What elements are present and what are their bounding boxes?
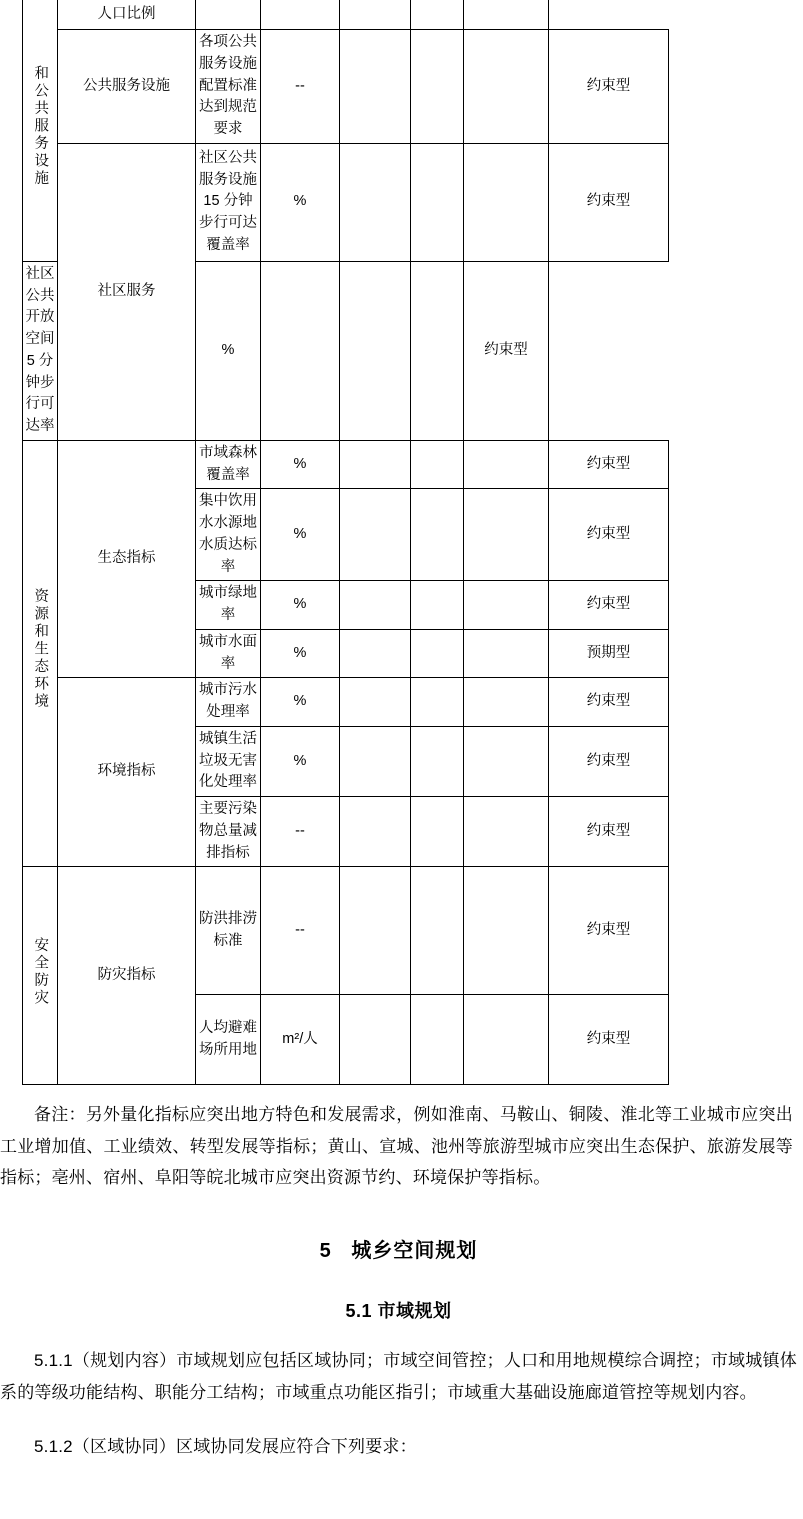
type-cell: 约束型 xyxy=(549,678,669,727)
value-cell-1 xyxy=(340,489,411,581)
section-heading: 5.1 市域规划 xyxy=(345,1300,452,1321)
type-cell: 约束型 xyxy=(549,30,669,144)
value-cell-1 xyxy=(340,143,411,261)
value-cell-1 xyxy=(261,0,340,30)
indicator-name-cell: 社区公共服务设施 15 分钟步行可达覆盖率 xyxy=(196,143,261,261)
subcategory-cell: 社区服务 xyxy=(58,143,196,440)
value-cell-2 xyxy=(411,30,464,144)
value-cell-1 xyxy=(340,726,411,796)
note-text: 另外量化指标应突出地方特色和发展需求，例如淮南、马鞍山、铜陵、淮北等工业城市应突出工业增加值、工业绩效、转型发展等指标；黄山、宣城、池州等旅游型城市应突出生态保护、旅游发展等指标；亳州、宿州、阜阳等皖北城市应突出资源节约、环境保护等指标。 xyxy=(0,1105,793,1188)
value-cell-3 xyxy=(464,995,549,1085)
category-cell xyxy=(23,440,58,867)
table-row xyxy=(23,143,669,261)
value-cell-3 xyxy=(464,440,549,489)
category-label: 和公共服务设施 xyxy=(32,65,49,188)
unit-cell: m²/人 xyxy=(261,995,340,1085)
value-cell-1 xyxy=(340,440,411,489)
category-label: 安全防灾 xyxy=(32,936,49,1007)
value-cell-2 xyxy=(411,143,464,261)
value-cell-3 xyxy=(464,629,549,678)
indicator-name-cell: 市域森林覆盖率 xyxy=(196,440,261,489)
unit-cell xyxy=(196,0,261,30)
value-cell-3 xyxy=(464,489,549,581)
value-cell-1 xyxy=(340,678,411,727)
unit-cell: % xyxy=(261,581,340,630)
type-cell: 约束型 xyxy=(549,995,669,1085)
value-cell-1 xyxy=(340,797,411,867)
value-cell-1 xyxy=(340,867,411,995)
indicator-name-cell: 防洪排涝标准 xyxy=(196,867,261,995)
value-cell-3 xyxy=(411,261,464,440)
paragraph-text: 5.1.1（规划内容）市域规划应包括区域协同；市域空间管控；人口和用地规模综合调控；市域城镇体系的等级功能结构、职能分工结构；市域重点功能区指引；市域重大基础设施廊道管控等规划内容。 xyxy=(0,1350,797,1402)
value-cell-3 xyxy=(464,143,549,261)
unit-cell: % xyxy=(261,489,340,581)
indicator-name-cell: 人口比例 xyxy=(58,0,196,30)
indicator-name-cell: 城市污水处理率 xyxy=(196,678,261,727)
value-cell-1 xyxy=(340,995,411,1085)
subcategory-cell: 防灾指标 xyxy=(58,867,196,1085)
type-cell: 约束型 xyxy=(549,726,669,796)
indicator-name-cell: 社区公共开放空间 5 分钟步行可达率 xyxy=(23,261,58,440)
category-label: 资源和生态环境 xyxy=(32,588,49,711)
value-cell-1 xyxy=(340,581,411,630)
value-cell-3 xyxy=(464,867,549,995)
note-label: 备注： xyxy=(34,1105,86,1125)
table-row xyxy=(23,30,669,144)
indicator-name-cell: 城市水面率 xyxy=(196,629,261,678)
value-cell-3 xyxy=(464,797,549,867)
unit-cell: % xyxy=(261,143,340,261)
value-cell-3 xyxy=(464,678,549,727)
unit-cell: -- xyxy=(261,867,340,995)
value-cell-1 xyxy=(261,261,340,440)
indicator-name-cell: 集中饮用水水源地水质达标率 xyxy=(196,489,261,581)
type-cell: 约束型 xyxy=(549,440,669,489)
type-cell: 约束型 xyxy=(549,143,669,261)
indicator-name-cell: 各项公共服务设施配置标准达到规范要求 xyxy=(196,30,261,144)
unit-cell: -- xyxy=(261,30,340,144)
table-row xyxy=(23,678,669,727)
value-cell-3 xyxy=(464,30,549,144)
value-cell-2 xyxy=(411,797,464,867)
table-row xyxy=(23,440,669,489)
value-cell-2 xyxy=(411,489,464,581)
subcategory-cell: 环境指标 xyxy=(58,678,196,867)
table-note xyxy=(0,1099,797,1193)
value-cell-2 xyxy=(411,995,464,1085)
table-row xyxy=(23,0,669,30)
chapter-title: 城乡空间规划 xyxy=(351,1239,478,1262)
indicator-table xyxy=(22,0,669,1085)
table-row xyxy=(23,867,669,995)
subcategory-cell: 公共服务设施 xyxy=(58,30,196,144)
value-cell-2 xyxy=(411,629,464,678)
indicator-name-cell: 城市绿地率 xyxy=(196,581,261,630)
table-body xyxy=(23,0,669,1085)
unit-cell: % xyxy=(261,629,340,678)
value-cell-2 xyxy=(411,726,464,796)
value-cell-3 xyxy=(411,0,464,30)
value-cell-2 xyxy=(340,261,411,440)
indicator-name-cell: 城镇生活垃圾无害化处理率 xyxy=(196,726,261,796)
paragraph-5-1-2 xyxy=(0,1431,797,1463)
type-cell: 约束型 xyxy=(549,581,669,630)
subcategory-cell: 生态指标 xyxy=(58,440,196,678)
chapter-number: 5 xyxy=(319,1239,332,1262)
paragraph-5-1-1 xyxy=(0,1345,797,1410)
unit-cell: % xyxy=(261,726,340,796)
value-cell-1 xyxy=(340,30,411,144)
paragraph-text: 5.1.2（区域协同）区域协同发展应符合下列要求： xyxy=(34,1437,417,1457)
type-cell: 约束型 xyxy=(464,261,549,440)
indicator-name-cell: 主要污染物总量减排指标 xyxy=(196,797,261,867)
category-cell xyxy=(23,867,58,1085)
type-cell xyxy=(464,0,549,30)
chapter-heading xyxy=(0,1234,797,1263)
indicator-name-cell: 人均避难场所用地 xyxy=(196,995,261,1085)
unit-cell: % xyxy=(196,261,261,440)
value-cell-2 xyxy=(411,440,464,489)
unit-cell: % xyxy=(261,440,340,489)
value-cell-3 xyxy=(464,581,549,630)
value-cell-3 xyxy=(464,726,549,796)
type-cell: 预期型 xyxy=(549,629,669,678)
value-cell-2 xyxy=(340,0,411,30)
type-cell: 约束型 xyxy=(549,489,669,581)
value-cell-2 xyxy=(411,867,464,995)
type-cell: 约束型 xyxy=(549,867,669,995)
document-content xyxy=(0,1099,803,1463)
value-cell-1 xyxy=(340,629,411,678)
type-cell: 约束型 xyxy=(549,797,669,867)
unit-cell: % xyxy=(261,678,340,727)
category-cell xyxy=(23,0,58,261)
value-cell-2 xyxy=(411,678,464,727)
value-cell-2 xyxy=(411,581,464,630)
unit-cell: -- xyxy=(261,797,340,867)
